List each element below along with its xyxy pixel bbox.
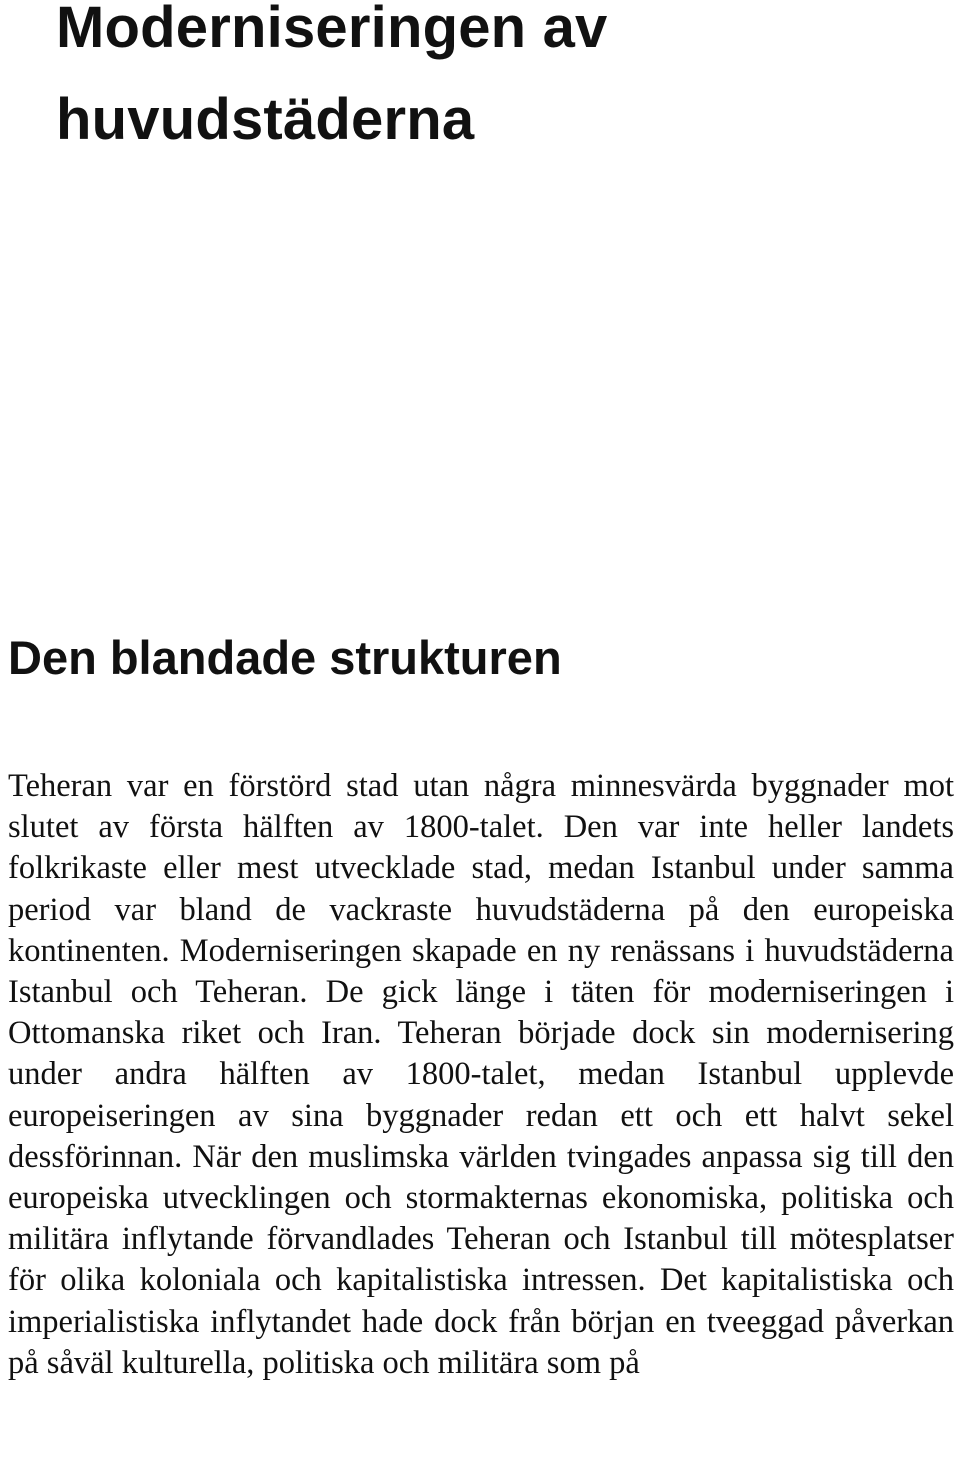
body-paragraph: Teheran var en förstörd stad utan några minnesvärda byggnader mot slutet av första hälften av 1800-talet. Den var inte heller landets folkrikaste eller mest utvecklade stad, medan Istanbul under samma period var bland de vackraste huvudstäderna på den europeiska kontinenten. Moderniseringen skapade en ny renässans i huvudstäderna Istanbul och Teheran. De gick länge i täten för moderniseringen i Ottomanska riket och Iran. Teheran började dock sin modernisering under andra hälften av 1800-talet, medan Istanbul upplevde europeiseringen av sina byggnader redan ett och ett halvt sekel dessförinnan. När den muslimska världen tvingades anpassa sig till den europeiska utvecklingen och stormakternas ekonomiska, politiska och militära inflytande förvandlades Teheran och Istanbul till mötesplatser för olika koloniala och kapitalistiska intressen. Det kapitalistiska och imperialistiska inflytandet hade dock från början en tveeggad påverkan på såväl kulturella, politiska och militära som på bbox=[8, 768, 954, 1381]
section-heading: Den blandade strukturen bbox=[8, 631, 562, 684]
page-title: Moderniseringen av huvudstäderna bbox=[56, 0, 608, 152]
